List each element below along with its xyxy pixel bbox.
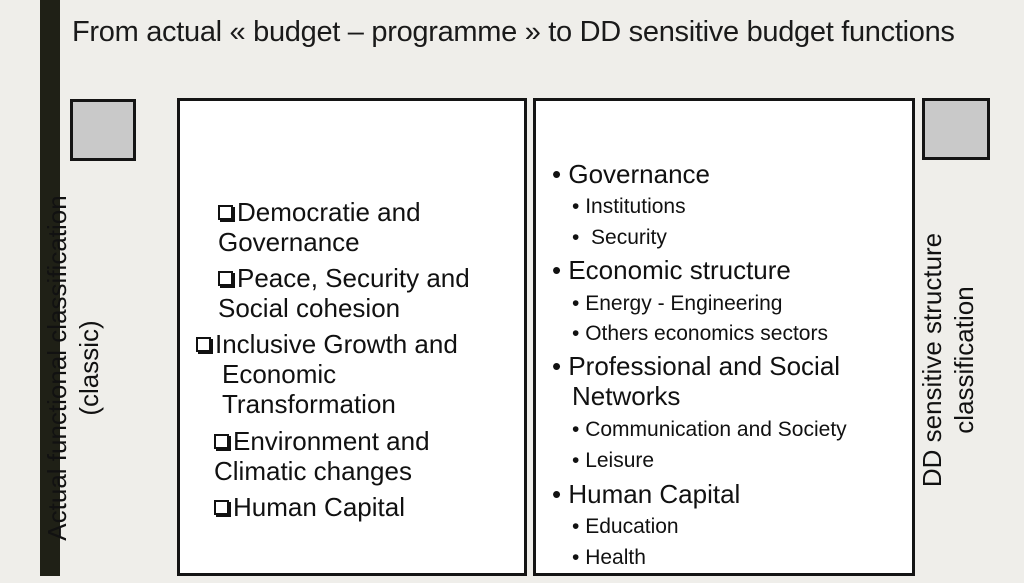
slide-title: From actual « budget – programme » to DD sensitive budget functions [72, 16, 955, 48]
hollow-square-bullet-icon [218, 205, 233, 220]
bullet-dot-icon: • [552, 479, 562, 509]
list-item: • Communication and Society [572, 418, 847, 441]
bullet-dot-icon: • [572, 449, 580, 472]
item-text: Environment and [233, 426, 430, 456]
right-gray-square-icon [922, 98, 990, 160]
list-item [218, 197, 421, 257]
bullet-dot-icon: • [552, 159, 562, 189]
list-item: • Economic structure [552, 255, 791, 285]
item-text: Transformation [222, 389, 396, 419]
list-item: • Institutions [572, 195, 686, 218]
left-gray-square-icon [70, 99, 136, 161]
left-label-line-1: Actual functional classification [42, 195, 72, 541]
dd-structure-panel [533, 98, 915, 576]
list-item [196, 329, 458, 419]
list-item [214, 426, 430, 486]
item-text: Governance [218, 227, 360, 257]
bullet-dot-icon: • [572, 322, 580, 345]
right-vertical-label [916, 155, 980, 565]
list-item: • Health [572, 546, 646, 569]
item-text: Climatic changes [214, 456, 412, 486]
list-item: • Education [572, 515, 679, 538]
hollow-square-bullet-icon [196, 337, 211, 352]
bullet-dot-icon: • [552, 255, 562, 285]
list-item: • Security [572, 226, 667, 249]
hollow-square-bullet-icon [218, 271, 233, 286]
list-item [218, 263, 470, 323]
bullet-dot-icon: • [572, 546, 580, 569]
list-item: • Professional and Social Networks [552, 351, 841, 411]
bullet-dot-icon: • [572, 515, 580, 538]
item-text: Human Capital [233, 492, 405, 522]
list-item: • Others economics sectors [572, 322, 828, 345]
actual-classification-panel [177, 98, 527, 576]
item-text: Peace, Security and [237, 263, 470, 293]
bullet-dot-icon: • [572, 195, 580, 218]
item-text: Inclusive Growth and [215, 329, 458, 359]
item-text: Democratie and [237, 197, 421, 227]
right-label-line-2: classification [949, 286, 979, 434]
right-label-line-1: DD sensitive structure [917, 232, 947, 488]
item-text: Social cohesion [218, 293, 401, 323]
left-vertical-label [41, 153, 105, 583]
list-item [214, 492, 405, 522]
list-item: • Energy - Engineering [572, 292, 783, 315]
list-item: • Governance [552, 159, 710, 189]
item-text: Economic [222, 359, 337, 389]
hollow-square-bullet-icon [214, 500, 229, 515]
left-label-line-2: (classic) [74, 320, 104, 416]
bullet-dot-icon: • [572, 292, 580, 315]
bullet-dot-icon: • [552, 351, 562, 381]
bullet-dot-icon: • [572, 418, 580, 441]
list-item: • Leisure [572, 449, 655, 472]
hollow-square-bullet-icon [214, 434, 229, 449]
bullet-dot-icon: • [572, 226, 580, 249]
list-item: • Human Capital [552, 479, 741, 509]
